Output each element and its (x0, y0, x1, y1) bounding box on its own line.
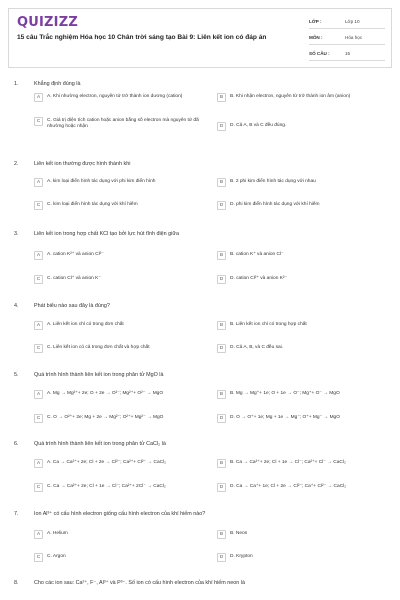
option-letter: C (34, 201, 43, 210)
meta-key: LỚP : (309, 19, 322, 24)
option-c[interactable] (34, 344, 214, 353)
option-text: C. O → O²⁺+ 2e; Mg + 2e → Mg²⁻; O²⁺+ Mg²⁻ → MgO (47, 415, 164, 420)
option-text: D. phi kim điển hình tác dụng với khí hiếm (230, 202, 320, 207)
quizizz-logo: QUIZIZZ (17, 15, 78, 30)
option-c[interactable] (34, 483, 214, 492)
option-text: A. Ca → Ca²⁺+ 2e; Cl + 2e → Cl²⁻; Ca²⁺+ Cl²⁻ → CaCl₂ (47, 460, 167, 465)
option-a[interactable] (34, 178, 214, 187)
meta-key: SỐ CÂU : (309, 51, 330, 56)
option-d[interactable] (217, 344, 387, 353)
option-letter: D (217, 553, 226, 562)
option-letter: A (34, 178, 43, 187)
option-c[interactable] (34, 414, 214, 423)
option-letter: C (34, 414, 43, 423)
option-a[interactable] (34, 530, 204, 539)
option-text: C. Argon (47, 554, 66, 559)
option-d[interactable] (217, 122, 387, 131)
option-letter: B (217, 178, 226, 187)
option-text: D. Ca → Ca⁺+ 1e; Cl + 2e → Cl²⁻; Ca⁺+ Cl²⁻ → CaCl₂ (230, 484, 347, 489)
option-letter: B (217, 530, 226, 539)
option-text: C. Giá trị điện tích cation hoặc anion bằng số electron mà nguyên tử đã nhường hoặc nhận (47, 118, 199, 130)
option-d[interactable] (217, 201, 387, 210)
option-b[interactable] (217, 321, 387, 330)
option-letter: D (217, 414, 226, 423)
question-3 (8, 229, 392, 282)
option-text: C. Ca → Ca²⁺+ 2e; Cl + 1e → Cl⁻; Ca²⁺+ 2Cl⁻ → CaCl₂ (47, 484, 166, 489)
option-letter: C (34, 117, 43, 126)
option-letter: C (34, 553, 43, 562)
option-a[interactable] (34, 93, 204, 102)
meta-row-grade (309, 15, 385, 29)
option-text: C. cation Cl⁺ và anion K⁻ (47, 276, 101, 281)
question-text: Liên kết ion trong hợp chất KCl tạo bởi lực hút tĩnh điện giữa (34, 231, 179, 237)
option-letter: D (217, 122, 226, 131)
option-letter: A (34, 93, 43, 102)
option-letter: D (217, 483, 226, 492)
question-text: Ion Al³⁺ có cấu hình electron giống cấu hình electron của khí hiếm nào? (34, 511, 206, 517)
question-number: 8. (14, 580, 19, 586)
option-letter: B (217, 251, 226, 260)
option-text: A. cation K²⁺ và anion Cl²⁻ (47, 252, 104, 257)
option-b[interactable] (217, 178, 387, 187)
option-d[interactable] (217, 414, 392, 423)
worksheet-title: 15 câu Trắc nghiệm Hóa học 10 Chân trời sáng tạo Bài 9: Liên kết ion có đáp án (17, 34, 267, 41)
option-d[interactable] (217, 275, 387, 284)
question-6 (8, 439, 392, 490)
option-letter: B (217, 93, 226, 102)
option-text: D. Cả A, B, và C đều sai. (230, 345, 284, 350)
option-text: A. Liên kết ion chỉ có trong đơn chất (47, 322, 124, 327)
option-b[interactable] (217, 251, 387, 260)
question-number: 3. (14, 231, 19, 237)
option-text: D. O → O⁺+ 1e; Mg + 1e → Mg⁻; O⁺+ Mg⁻ → MgO (230, 415, 340, 420)
question-text: Quá trình hình thành liên kết ion trong phân tử MgO là (34, 372, 164, 378)
question-number: 4. (14, 303, 19, 309)
option-letter: C (34, 275, 43, 284)
option-text: D. cation Cl²⁺ và anion K²⁻ (230, 276, 288, 281)
question-number: 1. (14, 81, 19, 87)
option-b[interactable] (217, 93, 387, 102)
option-c[interactable] (34, 201, 214, 210)
option-letter: D (217, 201, 226, 210)
option-letter: A (34, 390, 43, 399)
option-text: A. Khi nhường electron, nguyên tử trở thành ion dương (cation) (47, 94, 183, 99)
option-a[interactable] (34, 390, 214, 399)
option-letter: A (34, 251, 43, 260)
meta-row-count (309, 47, 385, 61)
worksheet-header (8, 8, 392, 68)
option-b[interactable] (217, 459, 392, 468)
option-text: B. Mg → Mg⁺+ 1e; O + 1e → O⁻; Mg⁺+ O⁻ → MgO (230, 391, 340, 396)
option-text: B. Ca → Ca²⁺+ 2e; Cl + 1e → Cl⁻; Ca²⁺+ Cl⁻ → CaCl₂ (230, 460, 346, 465)
option-text: B. Neon (230, 531, 248, 536)
question-5 (8, 370, 392, 421)
option-text: A. kim loại điển hình tác dụng với phi kim điển hình (47, 179, 156, 184)
question-text: Phát biểu nào sau đây là đúng? (34, 303, 110, 309)
option-c[interactable] (34, 553, 204, 562)
question-text: Quá trình hình thành liên kết ion trong phân tử CaCl₂ là (34, 441, 166, 447)
option-letter: B (217, 390, 226, 399)
option-letter: B (217, 321, 226, 330)
question-2 (8, 159, 392, 208)
question-text: Liên kết ion thường được hình thành khi (34, 161, 131, 167)
question-7 (8, 509, 392, 560)
question-4 (8, 301, 392, 351)
option-text: D. Krypton (230, 554, 253, 559)
option-d[interactable] (217, 553, 387, 562)
question-number: 2. (14, 161, 19, 167)
option-c[interactable] (34, 275, 204, 284)
option-letter: A (34, 321, 43, 330)
question-text: Khẳng định đúng là (34, 81, 81, 87)
option-a[interactable] (34, 459, 214, 468)
option-b[interactable] (217, 390, 392, 399)
worksheet-meta (309, 15, 385, 63)
question-number: 7. (14, 511, 19, 517)
option-text: B. 2 phi kim điển hình tác dụng với nhau (230, 179, 316, 184)
meta-row-subject (309, 31, 385, 45)
option-letter: A (34, 530, 43, 539)
option-text: B. Khi nhận electron, nguyên tử trở thành ion âm (anion) (230, 94, 351, 99)
option-text: C. kim loại điển hình tác dụng với khí hiếm (47, 202, 138, 207)
option-b[interactable] (217, 530, 387, 539)
option-text: B. cation K⁺ và anion Cl⁻ (230, 252, 284, 257)
option-letter: C (34, 483, 43, 492)
option-text: B. Liên kết ion chỉ có trong hợp chất (230, 322, 307, 327)
option-letter: A (34, 459, 43, 468)
question-8 (8, 578, 392, 588)
option-a[interactable] (34, 321, 204, 330)
option-letter: B (217, 459, 226, 468)
option-d[interactable] (217, 483, 392, 492)
meta-value: Hóa học (345, 35, 363, 40)
option-letter: C (34, 344, 43, 353)
option-text: C. Liên kết ion có cả trong đơn chất và hợp chất (47, 345, 150, 350)
question-number: 6. (14, 441, 19, 447)
option-text: D. Cả A, B và C đều đúng. (230, 123, 287, 128)
meta-value: Lớp 10 (345, 19, 360, 24)
meta-key: MÔN : (309, 35, 323, 40)
option-letter: D (217, 275, 226, 284)
option-c[interactable] (34, 117, 204, 130)
option-a[interactable] (34, 251, 204, 260)
question-number: 5. (14, 372, 19, 378)
option-text: A. Mg → Mg²⁺+ 2e; O + 2e → O²⁻; Mg²⁺+ O²⁻ → MgO (47, 391, 164, 396)
question-1 (8, 79, 392, 130)
option-text: A. Helium (47, 531, 68, 536)
option-letter: D (217, 344, 226, 353)
question-text: Cho các ion sau: Ca²⁺, F⁻, Al³⁺ và P³⁻. Số ion có cấu hình electron của khí hiếm neon là (34, 580, 245, 586)
meta-value: 15 (345, 51, 351, 56)
